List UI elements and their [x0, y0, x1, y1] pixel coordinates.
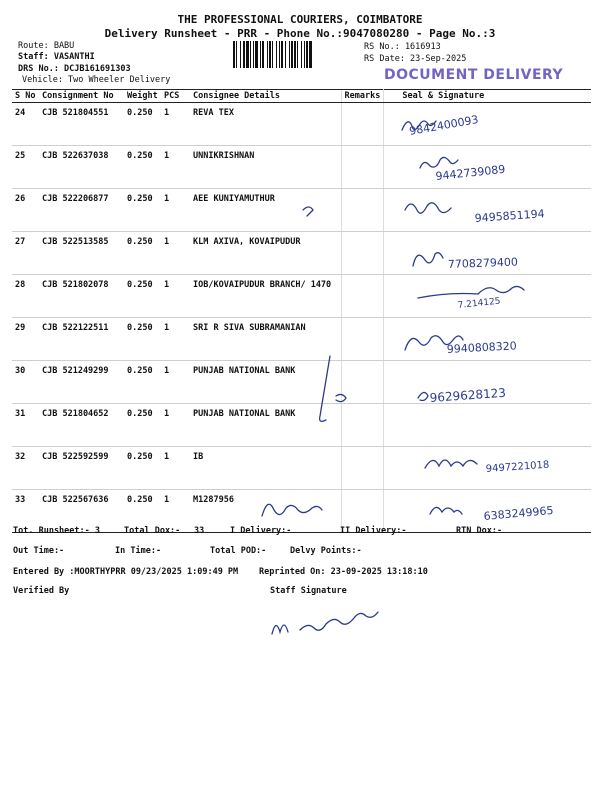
cell-pcs: 1	[161, 361, 190, 404]
cell-consignee: KLM AXIVA, KOVAIPUDUR	[190, 232, 341, 275]
col-consignment: Consignment No	[39, 90, 124, 103]
cell-remarks	[341, 404, 384, 447]
table-row	[12, 404, 591, 447]
cell-remarks	[341, 103, 384, 146]
cell-remarks	[341, 146, 384, 189]
svg-text:6383249965: 6383249965	[483, 503, 554, 523]
col-pcs: PCS	[161, 90, 190, 103]
staff-label: Staff: VASANTHI	[18, 52, 95, 62]
delvy-points-label: Delvy Points:-	[290, 546, 362, 556]
i-delivery-label: I Delivery:-	[230, 526, 292, 536]
verified-by-label: Verified By	[13, 586, 70, 596]
rtn-dox-label: RTN Dox:-	[456, 526, 503, 536]
svg-text:7.214125: 7.214125	[457, 296, 502, 311]
cell-signature	[384, 189, 591, 232]
out-time-label: Out Time:-	[13, 546, 65, 556]
svg-text:9497221018: 9497221018	[485, 459, 550, 475]
cell-weight: 0.250	[124, 275, 161, 318]
svg-text:9842400093: 9842400093	[408, 112, 480, 138]
vehicle-label: Vehicle: Two Wheeler Delivery	[22, 75, 171, 85]
cell-pcs: 1	[161, 146, 190, 189]
col-weight: Weight	[124, 90, 161, 103]
cell-sno: 24	[12, 103, 39, 146]
cell-sno: 31	[12, 404, 39, 447]
reprinted-on: Reprinted On: 23-09-2025 13:18:10	[259, 567, 428, 577]
cell-consignment: CJB 521249299	[39, 361, 124, 404]
cell-signature	[384, 146, 591, 189]
cell-signature	[384, 447, 591, 490]
svg-text:9629628123: 9629628123	[429, 385, 507, 405]
company-name: THE PROFESSIONAL COURIERS, COIMBATORE	[177, 13, 423, 26]
cell-pcs: 1	[161, 232, 190, 275]
svg-text:9495851194: 9495851194	[474, 207, 546, 225]
table-row	[12, 275, 591, 318]
col-sno: S No	[12, 90, 39, 103]
table-row	[12, 318, 591, 361]
cell-consignment: CJB 521802078	[39, 275, 124, 318]
cell-remarks	[341, 447, 384, 490]
cell-pcs: 1	[161, 447, 190, 490]
table-row	[12, 447, 591, 490]
cell-sno: 33	[12, 490, 39, 533]
cell-remarks	[341, 275, 384, 318]
cell-consignment: CJB 521804551	[39, 103, 124, 146]
cell-remarks	[341, 318, 384, 361]
cell-sno: 30	[12, 361, 39, 404]
cell-consignee: AEE KUNIYAMUTHUR	[190, 189, 341, 232]
cell-remarks	[341, 232, 384, 275]
cell-consignment: CJB 522513585	[39, 232, 124, 275]
cell-consignment: CJB 522567636	[39, 490, 124, 533]
runsheet-subtitle: Delivery Runsheet - PRR - Phone No.:9047080280 - Page No.:3	[104, 27, 496, 40]
table-header-row	[12, 90, 591, 103]
table-row	[12, 189, 591, 232]
svg-text:9442739089: 9442739089	[434, 162, 506, 183]
barcode-icon	[232, 41, 360, 69]
table-row	[12, 361, 591, 404]
cell-signature	[384, 318, 591, 361]
in-time-label: In Time:-	[115, 546, 162, 556]
staff-signature-label: Staff Signature	[270, 586, 347, 596]
cell-consignee: REVA TEX	[190, 103, 341, 146]
cell-weight: 0.250	[124, 189, 161, 232]
svg-text:7708279400: 7708279400	[447, 255, 519, 271]
cell-consignment: CJB 521804652	[39, 404, 124, 447]
cell-weight: 0.250	[124, 447, 161, 490]
cell-weight: 0.250	[124, 490, 161, 533]
cell-consignee: UNNIKRISHNAN	[190, 146, 341, 189]
drs-number: DRS No.: DCJB161691303	[18, 64, 131, 74]
rs-number: RS No.: 1616913	[364, 42, 441, 52]
cell-sno: 29	[12, 318, 39, 361]
cell-signature	[384, 232, 591, 275]
cell-pcs: 1	[161, 103, 190, 146]
document-delivery-stamp: DOCUMENT DELIVERY	[384, 67, 564, 83]
cell-consignee: IB	[190, 447, 341, 490]
col-consignee: Consignee Details	[190, 90, 341, 103]
cell-pcs: 1	[161, 189, 190, 232]
cell-consignee: SRI R SIVA SUBRAMANIAN	[190, 318, 341, 361]
cell-signature	[384, 103, 591, 146]
cell-signature	[384, 275, 591, 318]
cell-weight: 0.250	[124, 146, 161, 189]
cell-consignee: PUNJAB NATIONAL BANK	[190, 361, 341, 404]
rs-date: RS Date: 23-Sep-2025	[364, 54, 467, 64]
table-row	[12, 146, 591, 189]
cell-consignment: CJB 522122511	[39, 318, 124, 361]
cell-sno: 25	[12, 146, 39, 189]
cell-weight: 0.250	[124, 103, 161, 146]
col-signature: Seal & Signature	[384, 90, 591, 103]
cell-sno: 32	[12, 447, 39, 490]
cell-signature	[384, 404, 591, 447]
cell-pcs: 1	[161, 490, 190, 533]
svg-text:9940808320: 9940808320	[446, 339, 518, 356]
cell-weight: 0.250	[124, 232, 161, 275]
total-runsheet: Tot. Runsheet:- 3	[13, 526, 100, 536]
cell-consignment: CJB 522637038	[39, 146, 124, 189]
cell-remarks	[341, 189, 384, 232]
cell-pcs: 1	[161, 404, 190, 447]
cell-weight: 0.250	[124, 318, 161, 361]
cell-remarks	[341, 361, 384, 404]
ii-delivery-label: II Delivery:-	[340, 526, 407, 536]
table-row	[12, 103, 591, 146]
cell-consignee: PUNJAB NATIONAL BANK	[190, 404, 341, 447]
cell-weight: 0.250	[124, 404, 161, 447]
entered-by: Entered By :MOORTHYPRR 09/23/2025 1:09:49 PM	[13, 567, 239, 577]
total-pod-label: Total POD:-	[210, 546, 267, 556]
cell-sno: 28	[12, 275, 39, 318]
cell-consignee: M1287956	[190, 490, 341, 533]
cell-consignment: CJB 522206877	[39, 189, 124, 232]
cell-signature	[384, 361, 591, 404]
cell-consignee: IOB/KOVAIPUDUR BRANCH/ 1470	[190, 275, 341, 318]
cell-sno: 27	[12, 232, 39, 275]
cell-pcs: 1	[161, 318, 190, 361]
cell-pcs: 1	[161, 275, 190, 318]
table-row	[12, 232, 591, 275]
cell-consignment: CJB 522592599	[39, 447, 124, 490]
total-dox-label: Total Dox:-	[124, 526, 181, 536]
total-dox-value: 33	[194, 526, 205, 536]
cell-sno: 26	[12, 189, 39, 232]
route-label: Route: BABU	[18, 41, 75, 51]
runsheet-table	[12, 89, 591, 533]
col-remarks: Remarks	[341, 90, 384, 103]
cell-weight: 0.250	[124, 361, 161, 404]
